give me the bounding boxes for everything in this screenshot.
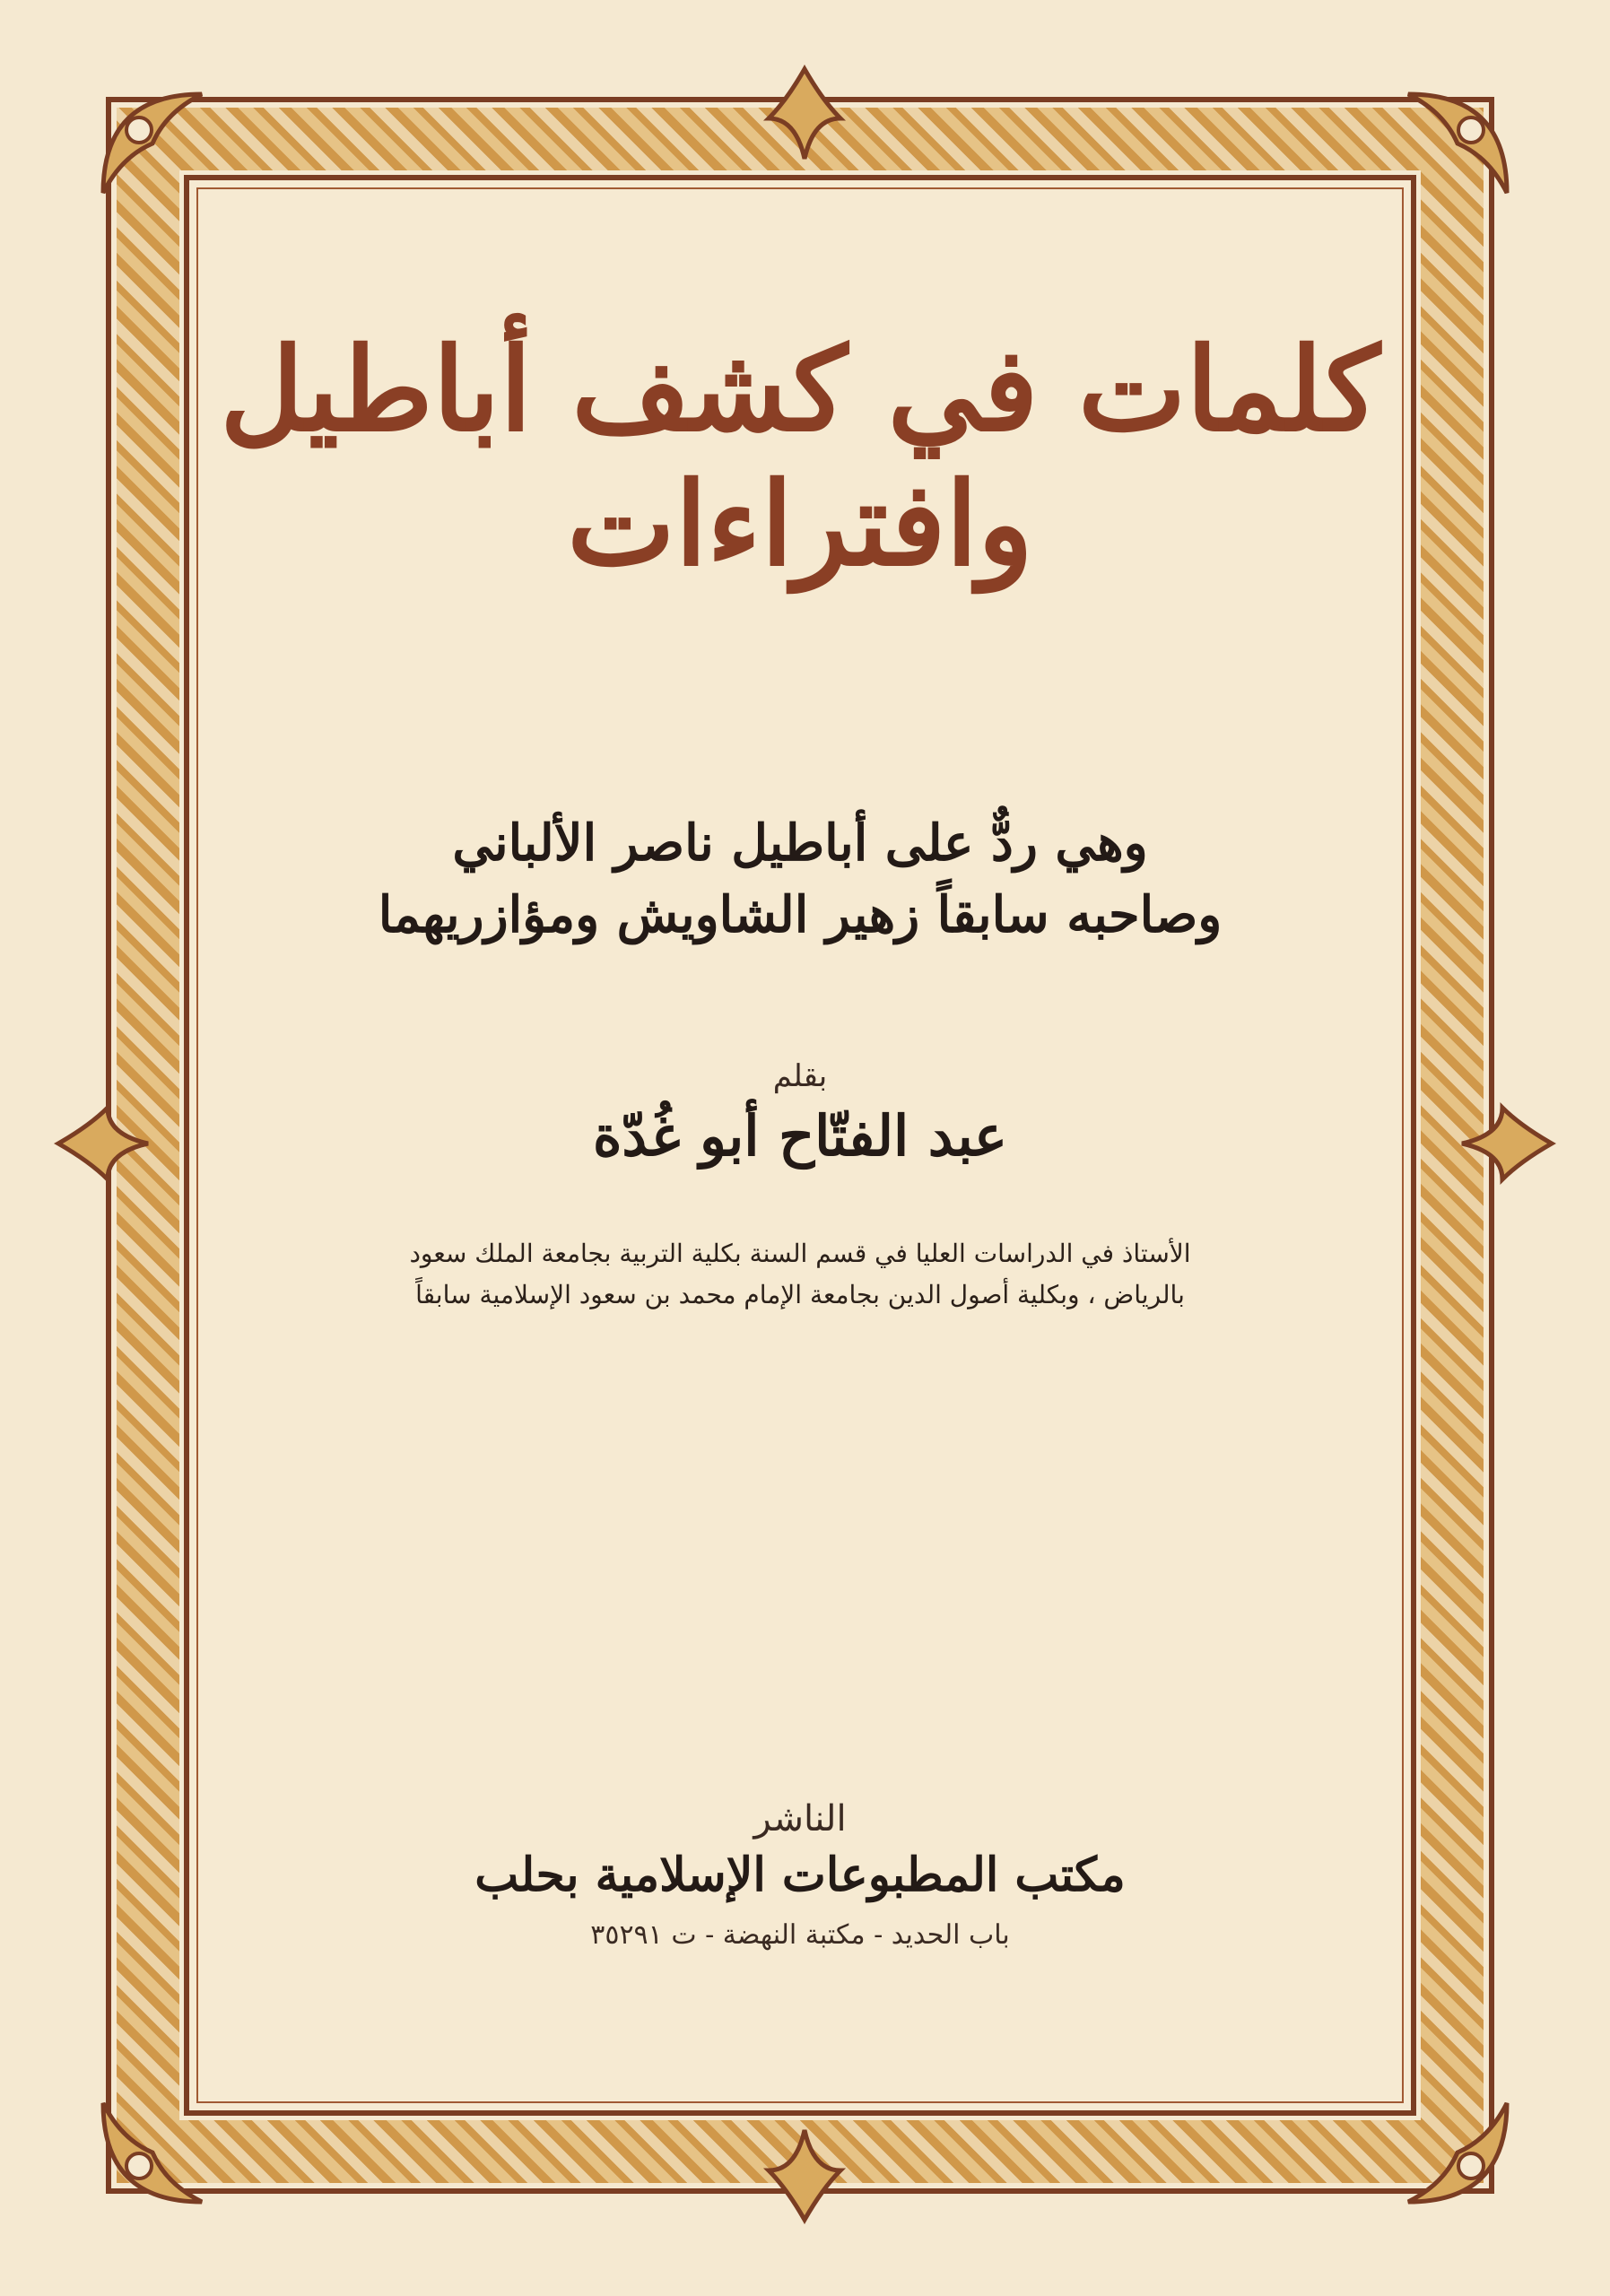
subtitle-line-1: وهي ردٌّ على أباطيل ناصر الألباني <box>452 813 1148 873</box>
affiliation-line-1: الأستاذ في الدراسات العليا في قسم السنة بكلية التربية بجامعة الملك سعود <box>409 1239 1191 1268</box>
corner-ornament-icon <box>1390 2085 1525 2220</box>
book-subtitle <box>206 807 1394 951</box>
fleur-ornament-icon <box>1458 1099 1556 1188</box>
publisher-name: مكتب المطبوعات الإسلامية بحلب <box>474 1848 1126 1902</box>
affiliation-line-2: بالرياض ، وبكلية أصول الدين بجامعة الإمام محمد بن سعود الإسلامية سابقاً <box>415 1280 1185 1309</box>
fleur-ornament-icon <box>54 1099 152 1188</box>
fleur-ornament-icon <box>760 65 849 163</box>
corner-ornament-icon <box>1390 76 1525 211</box>
subtitle-line-2: وصاحبه سابقاً زهير الشاويش ومؤازريهما <box>378 885 1223 944</box>
publisher-label: الناشر <box>753 1798 847 1839</box>
fleur-ornament-icon <box>760 2126 849 2224</box>
book-title: كلمات في كشف أباطيل وافتراءات <box>220 323 1380 592</box>
by-label: بقلم <box>772 1058 828 1094</box>
cover-content <box>206 197 1394 2093</box>
author-name: عبد الفتّاح أبو غُدّة <box>592 1103 1008 1169</box>
corner-ornament-icon <box>85 76 220 211</box>
corner-ornament-icon <box>85 2085 220 2220</box>
author-affiliation <box>206 1233 1394 1316</box>
publisher-address: باب الحديد - مكتبة النهضة - ت ٣٥٢٩١ <box>590 1919 1010 1951</box>
